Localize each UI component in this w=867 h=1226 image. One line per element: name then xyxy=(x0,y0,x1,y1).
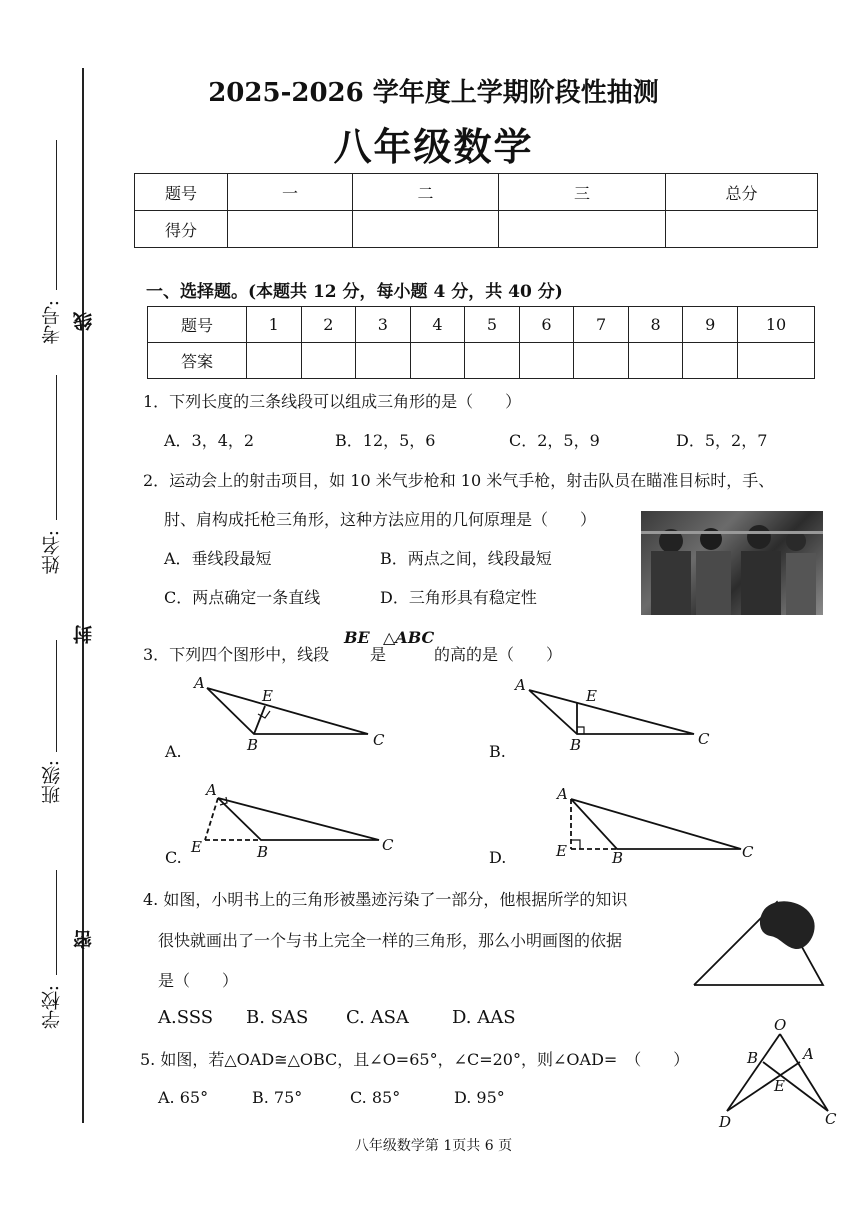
fig-d-label-c: C xyxy=(742,843,754,861)
exam-number-label: 考号: xyxy=(41,300,63,345)
question-3-abc: △ABC xyxy=(383,628,435,647)
question-2-option-d: D．三角形具有稳定性 xyxy=(380,588,537,607)
question-2-option-a: A．垂线段最短 xyxy=(164,549,272,568)
question-4-option-a: A.SSS xyxy=(158,1007,214,1028)
question-1-stem: 1．下列长度的三条线段可以组成三角形的是（ ） xyxy=(143,392,522,411)
question-2-stem-line1: 2．运动会上的射击项目，如 10 米气步枪和 10 米气手枪，射击队员在瞄准目标时，手、 xyxy=(143,471,775,490)
fig-b-label-e: E xyxy=(586,687,597,705)
question-5-option-c: C. 85° xyxy=(350,1088,401,1107)
fig-5-label-o: O xyxy=(774,1016,787,1034)
question-3-label-a: A. xyxy=(165,742,182,761)
answer-number: 1 xyxy=(247,307,302,343)
question-2-option-b: B．两点之间，线段最短 xyxy=(380,549,552,568)
fig-d-label-e: E xyxy=(556,842,567,860)
fig-a-label-e: E xyxy=(262,687,273,705)
question-1-option-b: B．12，5，6 xyxy=(335,431,436,450)
question-1-option-c: C．2，5，9 xyxy=(509,431,600,450)
exam-subtitle: 八年级数学 xyxy=(333,124,534,169)
answer-row-label: 答案 xyxy=(148,343,247,379)
fig-b-label-c: C xyxy=(698,730,710,748)
fig-5-label-b: B xyxy=(747,1049,759,1067)
question-4-option-b: B. SAS xyxy=(246,1007,309,1028)
fig-b-label-a: A xyxy=(515,676,526,694)
name-label: 姓名: xyxy=(41,530,63,575)
figure-3c xyxy=(205,797,379,840)
answer-number: 7 xyxy=(574,307,629,343)
answer-number: 3 xyxy=(356,307,411,343)
question-4-option-c: C. ASA xyxy=(346,1007,409,1028)
figure-3d xyxy=(571,799,741,849)
answer-number: 4 xyxy=(410,307,465,343)
fig-5-label-c: C xyxy=(825,1110,837,1128)
fig-c-label-a: A xyxy=(206,781,217,799)
answer-number: 2 xyxy=(301,307,356,343)
question-4-line3: 是（ ） xyxy=(158,971,239,990)
fig-5-label-d: D xyxy=(719,1113,732,1131)
fig-a-label-a: A xyxy=(194,674,205,692)
question-5-option-b: B. 75° xyxy=(252,1088,303,1107)
score-header-cell: 二 xyxy=(353,174,499,211)
score-header-cell: 题号 xyxy=(135,174,228,211)
figure-3a xyxy=(207,688,368,734)
score-row-label: 得分 xyxy=(135,211,228,248)
question-3-shi: 是 xyxy=(370,645,387,664)
seal-line-char: 线 xyxy=(73,312,95,331)
fig-d-label-b: B xyxy=(612,849,624,867)
answer-header-label: 题号 xyxy=(148,307,247,343)
fig-c-label-e: E xyxy=(191,838,202,856)
answer-number: 8 xyxy=(628,307,683,343)
school-label: 学校: xyxy=(41,985,63,1030)
exam-title: 2025-2026 学年度上学期阶段性抽测 xyxy=(208,78,659,108)
seal-mi-char: 密 xyxy=(73,930,95,949)
fig-c-label-b: B xyxy=(257,843,269,861)
question-1-option-d: D．5，2，7 xyxy=(676,431,768,450)
question-3-stem-a: 3．下列四个图形中，线段 xyxy=(143,645,330,664)
section-1-title: 一、选择题。(本题共 12 分，每小题 4 分，共 40 分) xyxy=(146,282,563,302)
question-3-be: BE xyxy=(344,628,370,647)
fig-b-label-b: B xyxy=(570,736,582,754)
question-1-option-a: A．3，4，2 xyxy=(164,431,255,450)
score-header-cell: 一 xyxy=(228,174,353,211)
figure-3b xyxy=(529,690,694,734)
fig-a-label-b: B xyxy=(247,736,259,754)
seal-feng-char: 封 xyxy=(73,625,95,644)
fig-d-label-a: A xyxy=(557,785,568,803)
answer-number: 5 xyxy=(465,307,520,343)
question-4-line2: 很快就画出了一个与书上完全一样的三角形，那么小明画图的依据 xyxy=(158,931,623,950)
question-3-stem-b: 的高的是（ ） xyxy=(434,645,563,664)
question-3-label-d: D. xyxy=(489,848,507,867)
question-5-option-a: A. 65° xyxy=(158,1088,209,1107)
answer-number: 6 xyxy=(519,307,574,343)
question-5-stem: 5. 如图，若△OAD≅△OBC，且∠O=65°，∠C=20°，则∠OAD= （ ） xyxy=(140,1050,690,1069)
class-label: 班级: xyxy=(41,760,63,805)
answer-number: 9 xyxy=(683,307,738,343)
fig-a-label-c: C xyxy=(373,731,385,749)
figure-4-triangle xyxy=(694,902,823,985)
question-2-option-c: C．两点确定一条直线 xyxy=(164,588,321,607)
question-2-stem-line2: 肘、肩构成托枪三角形，这种方法应用的几何原理是（ ） xyxy=(164,510,597,529)
score-header-cell: 总分 xyxy=(666,174,818,211)
fig-5-label-a: A xyxy=(803,1045,814,1063)
question-4-line1: 4. 如图，小明书上的三角形被墨迹污染了一部分，他根据所学的知识 xyxy=(143,890,628,909)
question-3-label-b: B. xyxy=(489,742,506,761)
question-5-option-d: D. 95° xyxy=(454,1088,505,1107)
fig-5-label-e: E xyxy=(774,1077,785,1095)
answer-number: 10 xyxy=(738,307,815,343)
question-3-label-c: C. xyxy=(165,848,182,867)
score-header-cell: 三 xyxy=(499,174,666,211)
question-4-option-d: D. AAS xyxy=(452,1007,516,1028)
page-footer: 八年级数学第 1页共 6 页 xyxy=(354,1138,513,1154)
fig-c-label-c: C xyxy=(382,836,394,854)
